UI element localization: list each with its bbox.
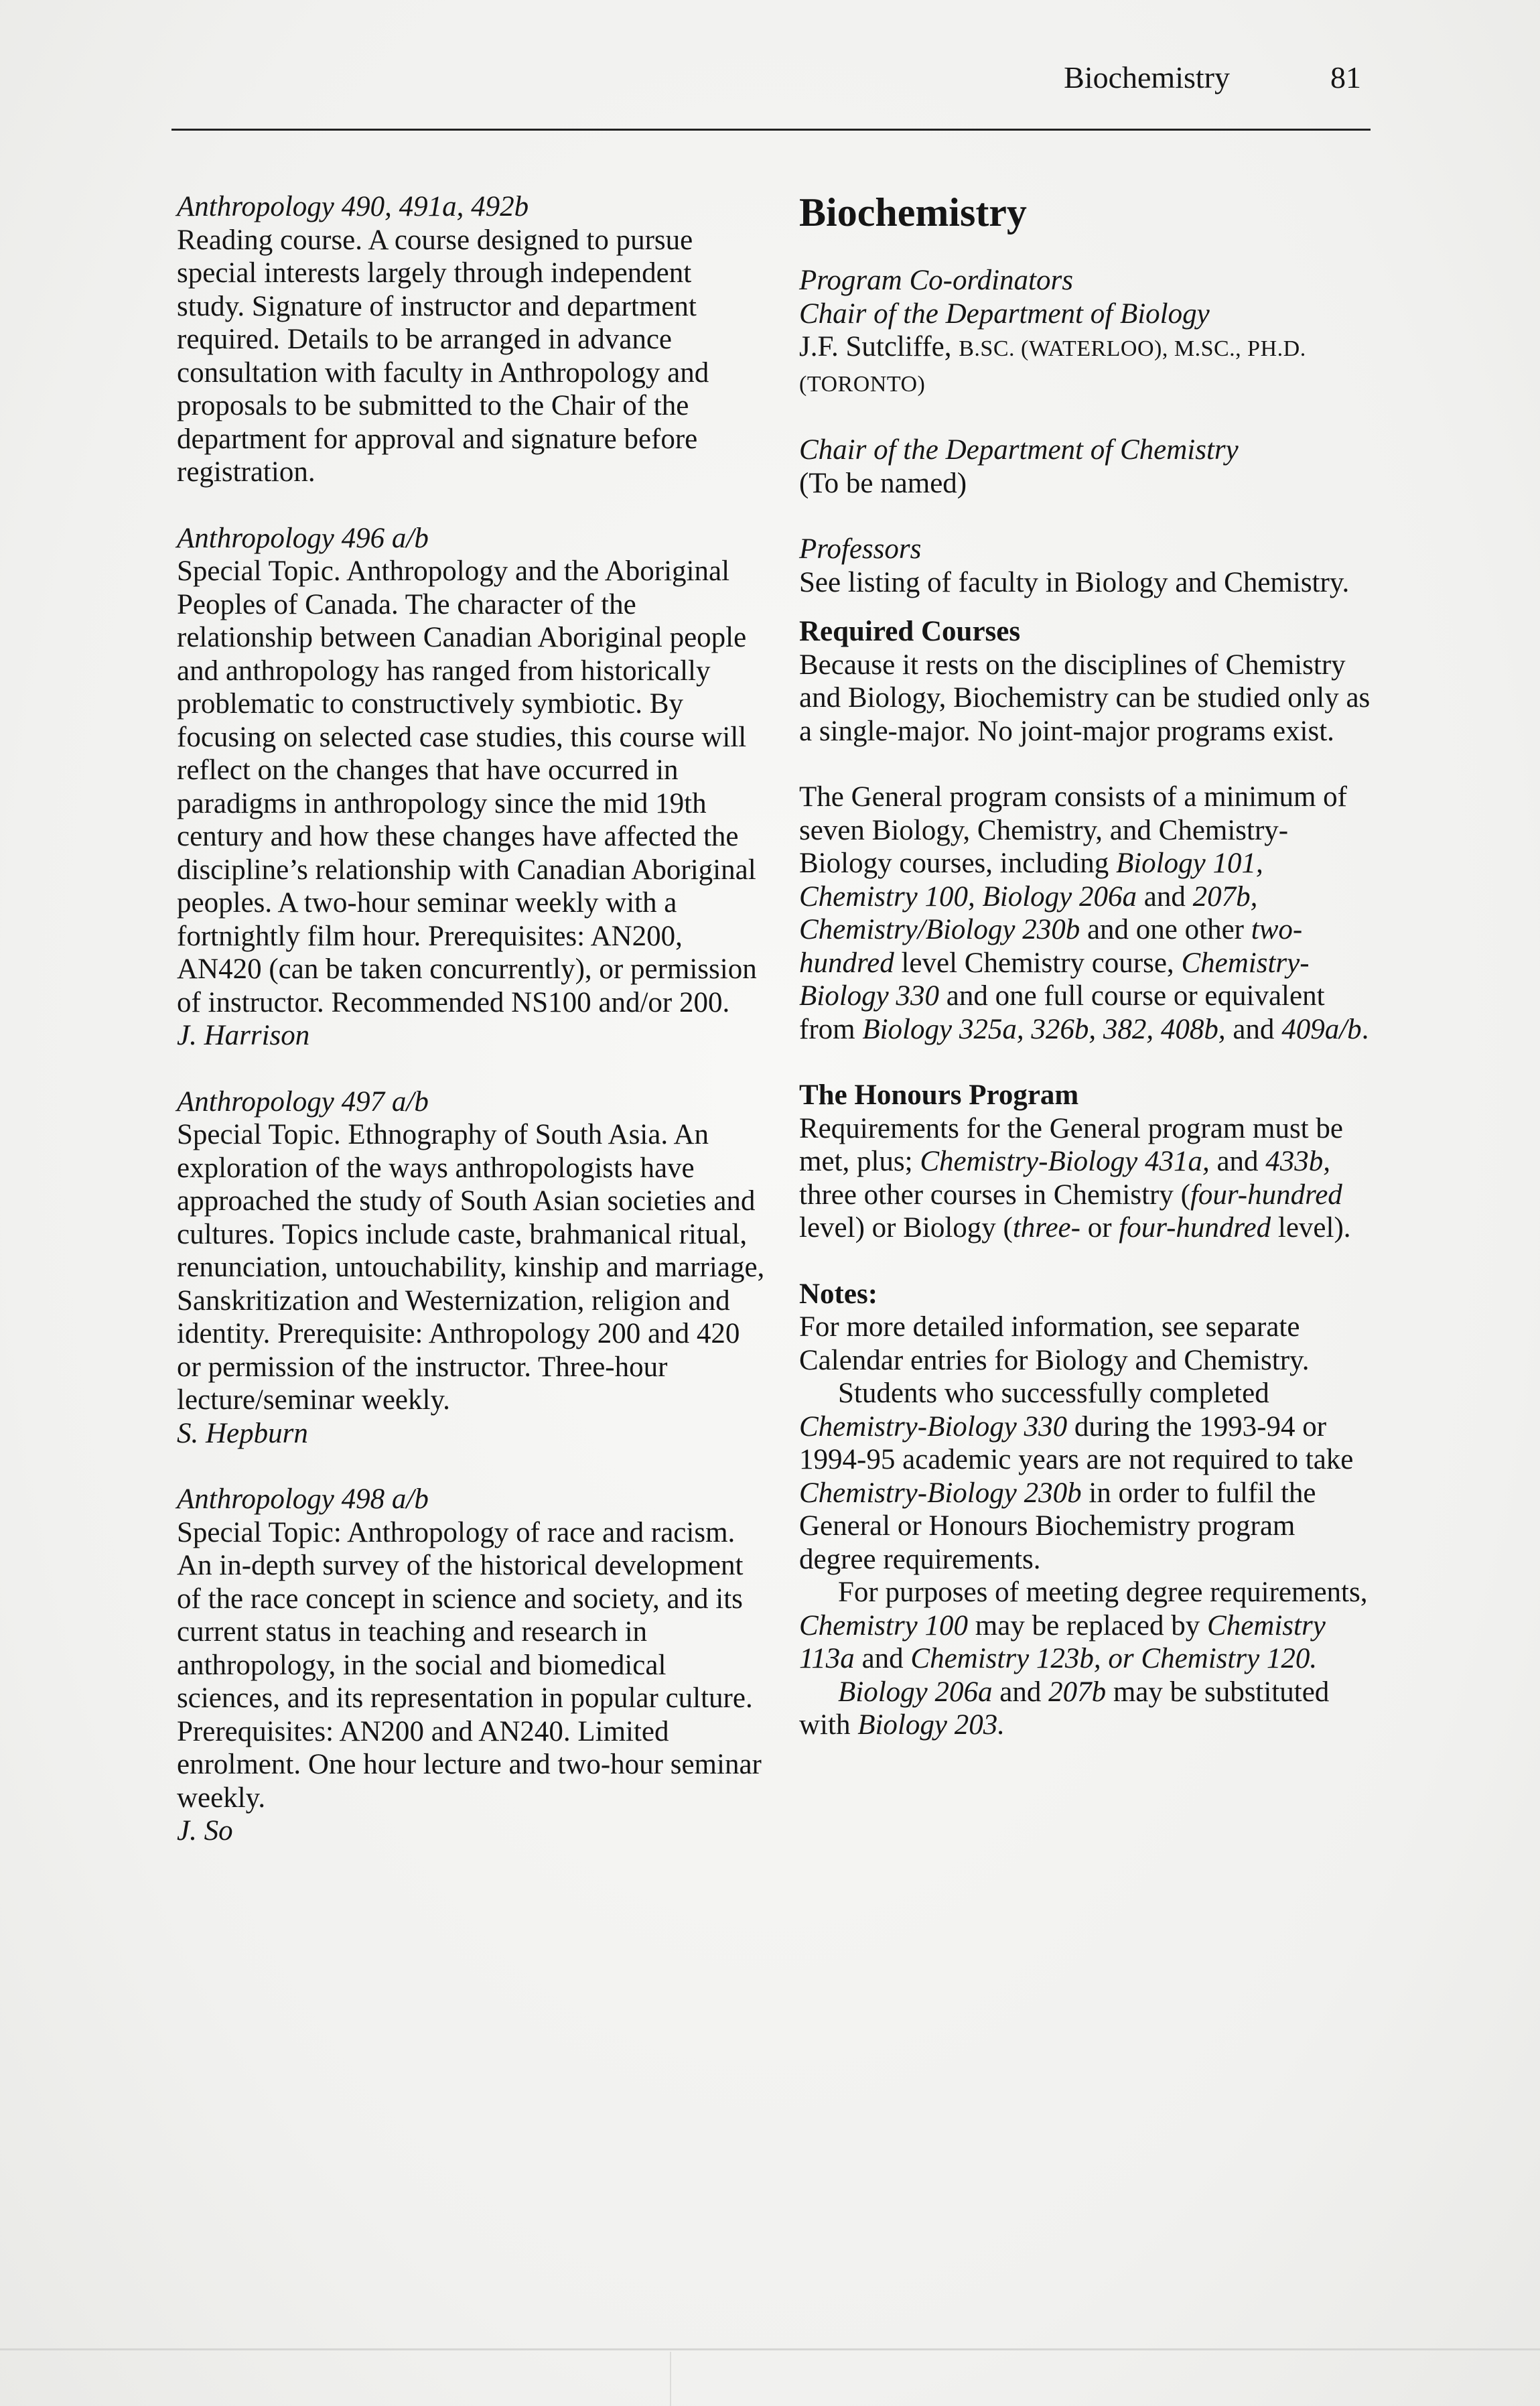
text-run: in order to fulfil the General or Honours Biochemistry program degree requirements.: [799, 1477, 1316, 1575]
course-ref: Biology 325a, 326b, 382, 408b,: [862, 1013, 1226, 1045]
text-run: may be replaced by: [968, 1609, 1208, 1642]
course-instructor: S. Hepburn: [177, 1417, 308, 1449]
text-run: and one full course or equivalent from: [799, 980, 1325, 1045]
page-number: 81: [1330, 60, 1361, 94]
section-heading: Biochemistry: [799, 190, 1027, 235]
text-run: may be substituted with: [799, 1676, 1330, 1741]
course-description: Special Topic: Anthropology of race and racism. An in-depth survey of the historical development of the race concept in science and society, and its current status in teaching and research in anthropology, in the social and biomedical sciences, and its representation in popular culture. Prerequisites: AN200 and AN240. Limited enrolment. One hour lecture and two-hour seminar weekly.: [177, 1516, 762, 1814]
course-entry: [177, 190, 766, 489]
required-courses-block: [799, 615, 1375, 748]
text-run: and: [992, 1676, 1049, 1708]
professors-text: See listing of faculty in Biology and Chemistry.: [799, 566, 1350, 598]
text-run: during the 1993-94 or 1994-95 academic years are not required to take: [799, 1410, 1354, 1475]
course-ref: three-: [1012, 1212, 1080, 1244]
course-ref: 433b,: [1265, 1146, 1331, 1177]
honours-heading: The Honours Program: [799, 1079, 1079, 1111]
course-ref: Chemistry-Biology 330: [799, 947, 1310, 1012]
text-run: three other courses in Chemistry (: [799, 1179, 1190, 1211]
required-courses-heading: Required Courses: [799, 616, 1021, 647]
course-ref: Biology 101, Chemistry 100, Biology 206a: [799, 848, 1263, 913]
binding-fold: [670, 2352, 671, 2406]
left-column: [177, 190, 766, 1881]
notes-paragraph: [799, 1576, 1375, 1676]
professors-block: [799, 533, 1375, 599]
text-run: and one other: [1080, 914, 1251, 945]
course-ref: two-hundred: [799, 914, 1303, 979]
course-title: Anthropology 498 a/b: [177, 1483, 429, 1515]
notes-paragraph: [799, 1377, 1375, 1576]
course-ref: 207b, Chemistry/Biology 230b: [799, 880, 1258, 945]
coordinator-name: J.F. Sutcliffe,: [799, 331, 959, 362]
general-program-block: [799, 781, 1375, 1046]
course-ref: Chemistry 100: [799, 1609, 969, 1642]
text-run: or: [1080, 1212, 1119, 1244]
text-run: Requirements for the General program must be met, plus;: [799, 1112, 1343, 1177]
course-instructor: J. So: [177, 1815, 233, 1847]
course-ref: 409a/b: [1281, 1013, 1362, 1045]
course-ref: Chemistry-Biology 431a,: [920, 1146, 1210, 1177]
course-title: Anthropology 490, 491a, 492b: [177, 191, 529, 222]
course-entry: [177, 1085, 766, 1451]
course-ref: Biology 206a: [838, 1676, 993, 1708]
notes-heading: Notes:: [799, 1278, 878, 1310]
course-title: Anthropology 496 a/b: [177, 522, 429, 554]
text-run: and: [854, 1643, 911, 1674]
honours-text: [799, 1112, 1375, 1245]
course-ref: Biology 203.: [857, 1709, 1005, 1741]
course-entry: [177, 1483, 766, 1848]
professors-label: Professors: [799, 533, 922, 565]
coordinator-name-chemistry: (To be named): [799, 467, 967, 499]
course-ref: four-hundred: [1119, 1212, 1271, 1244]
course-ref: Chemistry 113a: [799, 1609, 1326, 1674]
course-description: Special Topic. Anthropology and the Aboriginal Peoples of Canada. The character of the relationship between Canadian Aboriginal people and anthropology has ranged from historically problematic to constructively symbiotic. By focusing on selected case studies, this course will reflect on the changes that have occurred in paradigms in anthropology since the mid 19th century and how these changes have affected the discipline’s relationship with Canadian Aboriginal peoples. A two-hour seminar weekly with a fortnightly film hour. Prerequisites: AN200, AN420 (can be taken concurrently), or permission of instructor. Recommended NS100 and/or 200.: [177, 555, 757, 1018]
text-run: and: [1137, 880, 1193, 913]
course-ref: 207b: [1048, 1676, 1107, 1708]
text-run: .: [1361, 1013, 1369, 1045]
coordinator-name-biology: [799, 330, 1375, 401]
coordinator-role-chemistry: Chair of the Department of Chemistry: [799, 434, 1239, 466]
notes-paragraph: For more detailed information, see separate Calendar entries for Biology and Chemistry.: [799, 1311, 1310, 1376]
course-entry: [177, 522, 766, 1053]
right-column: [799, 190, 1375, 1775]
notes-block: [799, 1278, 1375, 1742]
text-run: and: [1225, 1013, 1282, 1045]
bottom-edge-shadow: [0, 2348, 1540, 2350]
text-run: level) or Biology (: [799, 1212, 1013, 1244]
course-title: Anthropology 497 a/b: [177, 1085, 429, 1118]
text-run: level Chemistry course,: [894, 947, 1182, 979]
text-run: For purposes of meeting degree requirements,: [838, 1577, 1368, 1608]
coordinators-label: Program Co-ordinators: [799, 265, 1073, 296]
text-run: The General program consists of a minimum of seven Biology, Chemistry, and Chemistry-Biology courses, including: [799, 781, 1347, 879]
course-ref: Chemistry-Biology 330: [799, 1410, 1068, 1443]
notes-paragraph: [799, 1676, 1375, 1742]
header-section-title: Biochemistry: [1064, 60, 1230, 94]
general-program-text: [799, 781, 1375, 1046]
text-run: level).: [1271, 1212, 1351, 1244]
course-ref: four-hundred: [1190, 1179, 1342, 1211]
course-description: Reading course. A course designed to pursue special interests largely through independent study. Signature of instructor and department required. Details to be arranged in advance consultation with faculty in Anthropology and proposals to be submitted to the Chair of the department for approval and signature before registration.: [177, 224, 709, 488]
coordinator-degrees: B.SC. (WATERLOO), M.SC., PH.D. (TORONTO): [799, 336, 1306, 397]
course-ref: Chemistry 123b, or Chemistry 120.: [910, 1643, 1318, 1674]
coordinators-block: [799, 264, 1375, 401]
course-description: Special Topic. Ethnography of South Asia. An exploration of the ways anthropologists have approached the study of South Asian societies and cultures. Topics include caste, brahmanical ritual, renunciation, untouchability, kinship and marriage, Sanskritization and Westernization, religion and identity. Prerequisite: Anthropology 200 and 420 or permission of the instructor. Three-hour lecture/seminar weekly.: [177, 1119, 765, 1416]
coordinator-role-biology: Chair of the Department of Biology: [799, 297, 1210, 330]
course-ref: Chemistry-Biology 230b: [799, 1477, 1082, 1509]
text-run: Students who successfully completed: [838, 1378, 1269, 1409]
required-courses-intro: Because it rests on the disciplines of Chemistry and Biology, Biochemistry can be studied only as a single-major. No joint-major programs exist.: [799, 649, 1371, 747]
chemistry-chair-block: [799, 433, 1375, 500]
course-instructor: J. Harrison: [177, 1020, 310, 1051]
honours-program-block: [799, 1079, 1375, 1245]
text-run: and: [1209, 1146, 1266, 1177]
running-header: [171, 54, 1371, 131]
